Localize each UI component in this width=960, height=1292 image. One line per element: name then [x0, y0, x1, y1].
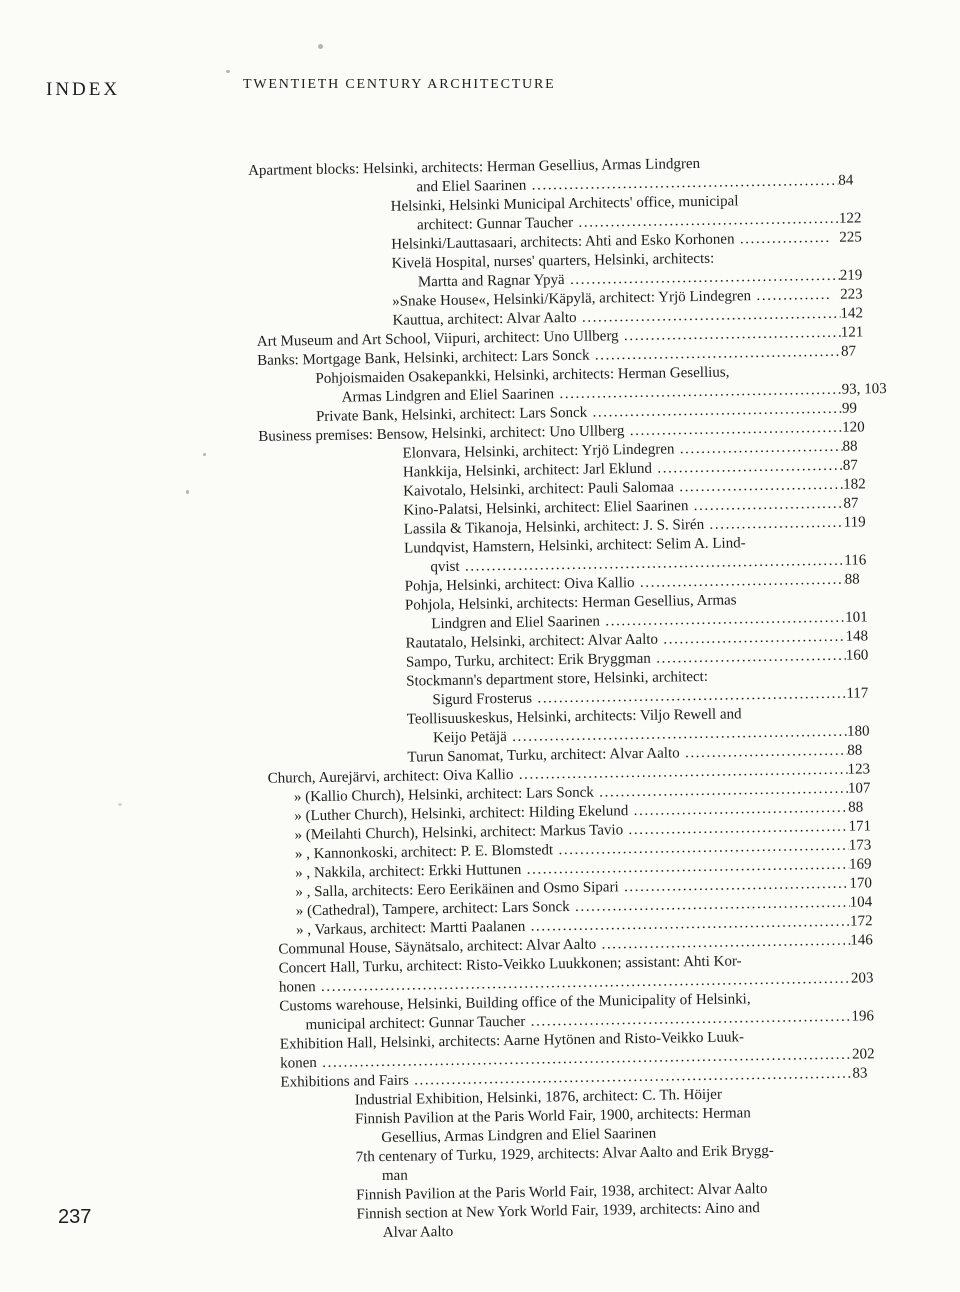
index-entry-text: Armas Lindgren and Eliel Saarinen .....	[342, 381, 842, 407]
index-entry-page: 169	[848, 856, 872, 873]
index-entry-text: Stockmann's department store, Helsinki, architect:	[406, 668, 709, 690]
index-entry-text: Sampo, Turku, architect: Erik Bryggman .....	[406, 647, 846, 672]
scan-speck	[318, 44, 323, 49]
index-entry-page: 116	[844, 552, 867, 569]
index-entry-page: 99	[841, 400, 858, 417]
index-entry-text: Hankkija, Helsinki, architect: Jarl Eklund .....	[403, 457, 843, 482]
index-entry-page: 123	[847, 761, 871, 778]
index-entry-page: 107	[847, 780, 871, 797]
index-entry-text: Lassila & Tikanoja, Helsinki, architect: J. S. Sirén .....	[404, 514, 844, 539]
index-entry-text: Lundqvist, Hamstern, Helsinki, architect: Selim A. Lind-	[403, 535, 746, 557]
index-entry-text: Turun Sanomat, Turku, architect: Alvar Aalto .....	[407, 742, 847, 767]
index-entry-text: Pohjola, Helsinki, architects: Herman Gesellius, Armas	[404, 592, 737, 614]
index-entry-page: 104	[849, 894, 873, 911]
index-entry-text: Sigurd Frosterus .....	[432, 685, 846, 710]
index-entry-text: Private Bank, Helsinki, architect: Lars Sonck .....	[316, 400, 842, 426]
index-entry-page: 196	[851, 1008, 875, 1025]
index-entry-text: Keijo Petäjä .....	[433, 723, 847, 748]
index-entry-text: Elonvara, Helsinki, architect: Yrjö Lindegren .....	[402, 438, 842, 463]
index-entry-text: Pohjoismaiden Osakepankki, Helsinki, architects: Herman Gesellius,	[315, 364, 730, 387]
index-entry-text: Banks: Mortgage Bank, Helsinki, architect: Lars Sonck .....	[257, 343, 841, 370]
index-entry-page: 170	[849, 875, 873, 892]
index-entry-page: 120	[842, 419, 865, 436]
index-entry-page: 142	[840, 305, 864, 322]
index-entry-text: konen .....	[280, 1046, 852, 1073]
book-title: TWENTIETH CENTURY ARCHITECTURE	[243, 77, 556, 92]
index-entry-text: 7th centenary of Turku, 1929, architects: Alvar Aalto and Erik Brygg-	[355, 1142, 774, 1166]
index-entry-text: qvist .....	[430, 552, 844, 577]
scan-speck	[118, 803, 122, 806]
index-entry-page: 117	[846, 685, 869, 702]
index-entry-text: » , Nakkila, architect: Erkki Huttunen .....	[295, 856, 849, 883]
index-entry-text: » , Salla, architects: Eero Eerikäinen and Osmo Sipari .....	[295, 875, 849, 902]
index-entry-text: Finnish section at New York World Fair, 1939, architects: Aino and	[356, 1200, 760, 1223]
index-entry-page: 119	[843, 514, 866, 531]
index-entry-text: Martta and Ragnar Ypyä .....	[418, 267, 840, 292]
index-entry-text: Finnish Pavilion at the Paris World Fair, 1900, architects: Herman	[354, 1105, 751, 1128]
index-entry-text: man	[381, 1167, 408, 1185]
index-entry-text: Communal House, Säynätsalo, architect: Alvar Aalto .....	[278, 932, 850, 959]
index-entry-text: Kauttua, architect: Alvar Aalto .....	[392, 305, 840, 330]
index-entry-text: » (Meilahti Church), Helsinki, architect: Markus Tavio .....	[294, 818, 848, 845]
index-entry-text: Industrial Exhibition, Helsinki, 1876, architect: C. Th. Höijer	[354, 1086, 723, 1109]
index-entry-page: 88	[847, 742, 863, 759]
index-entry-page: 202	[851, 1046, 875, 1063]
scan-speck	[186, 490, 189, 494]
index-entry-text: and Eliel Saarinen .....	[416, 172, 838, 197]
index-entry-page: 83	[852, 1065, 868, 1082]
index-entry-text: Church, Aurejärvi, architect: Oiva Kallio .....	[268, 761, 848, 788]
index-entry-page: 171	[848, 818, 872, 835]
index-entry-text: municipal architect: Gunnar Taucher .....	[305, 1008, 851, 1035]
section-heading: INDEX	[46, 79, 121, 100]
index-entry-text: Helsinki, Helsinki Municipal Architects' office, municipal	[390, 193, 739, 215]
index-entry-text: Concert Hall, Turku, architect: Risto-Veikko Luukkonen; assistant: Ahti Kor-	[278, 953, 742, 977]
index-entry-page: 87	[840, 343, 857, 360]
page-number: 237	[58, 1206, 92, 1228]
index-entry-text: »Snake House«, Helsinki/Käpylä, architect: Yrjö Lindegren .....	[392, 286, 832, 311]
index-entry-page: 225	[839, 229, 862, 246]
index-entry-text: Kino-Palatsi, Helsinki, architect: Eliel Saarinen .....	[403, 495, 843, 520]
index-entry-page: 122	[838, 210, 862, 227]
index-entry-text: » (Kallio Church), Helsinki, architect: Lars Sonck .....	[294, 780, 848, 807]
index-entry-page: 146	[850, 932, 873, 949]
index-entry-text: Apartment blocks: Helsinki, architects: Herman Gesellius, Armas Lindgren	[248, 155, 701, 180]
index-entry-text: Alvar Aalto	[382, 1223, 454, 1242]
index-entry-page: 93, 103	[841, 381, 887, 398]
index-entry-text: Kivelä Hospital, nurses' quarters, Helsinki, architects:	[391, 250, 715, 272]
index-entry-text: Business premises: Bensow, Helsinki, architect: Uno Ullberg .....	[258, 419, 842, 446]
index-entry-page: 84	[838, 172, 854, 189]
index-entry-page: 101	[845, 609, 868, 626]
index-entry-page: 148	[845, 628, 869, 645]
index-entry-page: 160	[845, 647, 869, 664]
index-entry-text: » (Cathedral), Tampere, architect: Lars Sonck .....	[296, 894, 850, 921]
index-entry-text: Gesellius, Armas Lindgren and Eliel Saarinen	[381, 1125, 657, 1147]
index-entry-page: 87	[842, 457, 858, 474]
index-entry-page: 219	[839, 267, 863, 284]
index-entry-text: Art Museum and Art School, Viipuri, architect: Uno Ullberg .....	[257, 324, 841, 351]
index-entry-text: Pohja, Helsinki, architect: Oiva Kallio .....	[405, 571, 845, 596]
index-entry-text: Lindgren and Eliel Saarinen .....	[431, 609, 845, 634]
index-entry-text: Exhibition Hall, Helsinki, architects: Aarne Hytönen and Risto-Veikko Luuk-	[279, 1029, 745, 1053]
index-entry-text: Rautatalo, Helsinki, architect: Alvar Aalto .....	[405, 628, 845, 653]
index-entry-page: 88	[848, 799, 864, 816]
index-entry-text: Helsinki/Lauttasaari, architects: Ahti and Esko Korhonen .....	[391, 229, 831, 254]
index-entry-page: 180	[846, 723, 870, 740]
index-entry-page: 88	[842, 438, 858, 455]
scan-speck	[226, 70, 230, 73]
index-entry-text: Finnish Pavilion at the Paris World Fair, 1938, architect: Alvar Aalto	[356, 1181, 768, 1204]
index-entry-page: 121	[840, 324, 864, 341]
index-entry-page: 203	[850, 970, 874, 987]
index-entry-text: » , Kannonkoski, architect: P. E. Blomstedt .....	[295, 837, 849, 864]
index-entry-page: 172	[849, 913, 873, 930]
index-entry-page: 173	[848, 837, 872, 854]
index-entry-text: Kaivotalo, Helsinki, architect: Pauli Salomaa .....	[403, 476, 843, 501]
index-entry-page: 182	[843, 476, 866, 493]
index-entry-page: 87	[843, 495, 859, 512]
index-entry-text: architect: Gunnar Taucher .....	[417, 210, 839, 235]
index-entry-text: » (Luther Church), Helsinki, architect: Hilding Ekelund .....	[294, 799, 848, 826]
index-entry-text: » , Varkaus, architect: Martti Paalanen .....	[296, 913, 850, 940]
index-entry-page: 223	[840, 286, 863, 303]
index-entry-text: honen .....	[279, 970, 851, 997]
index-entry-page: 88	[844, 571, 860, 588]
index-entry-text: Teollisuuskeskus, Helsinki, architects: Viljo Rewell and	[406, 706, 742, 728]
index-entry-text: Exhibitions and Fairs .....	[280, 1065, 852, 1092]
scan-speck	[203, 453, 206, 456]
index-entry-text: Customs warehouse, Helsinki, Building office of the Municipality of Helsinki,	[279, 991, 751, 1015]
